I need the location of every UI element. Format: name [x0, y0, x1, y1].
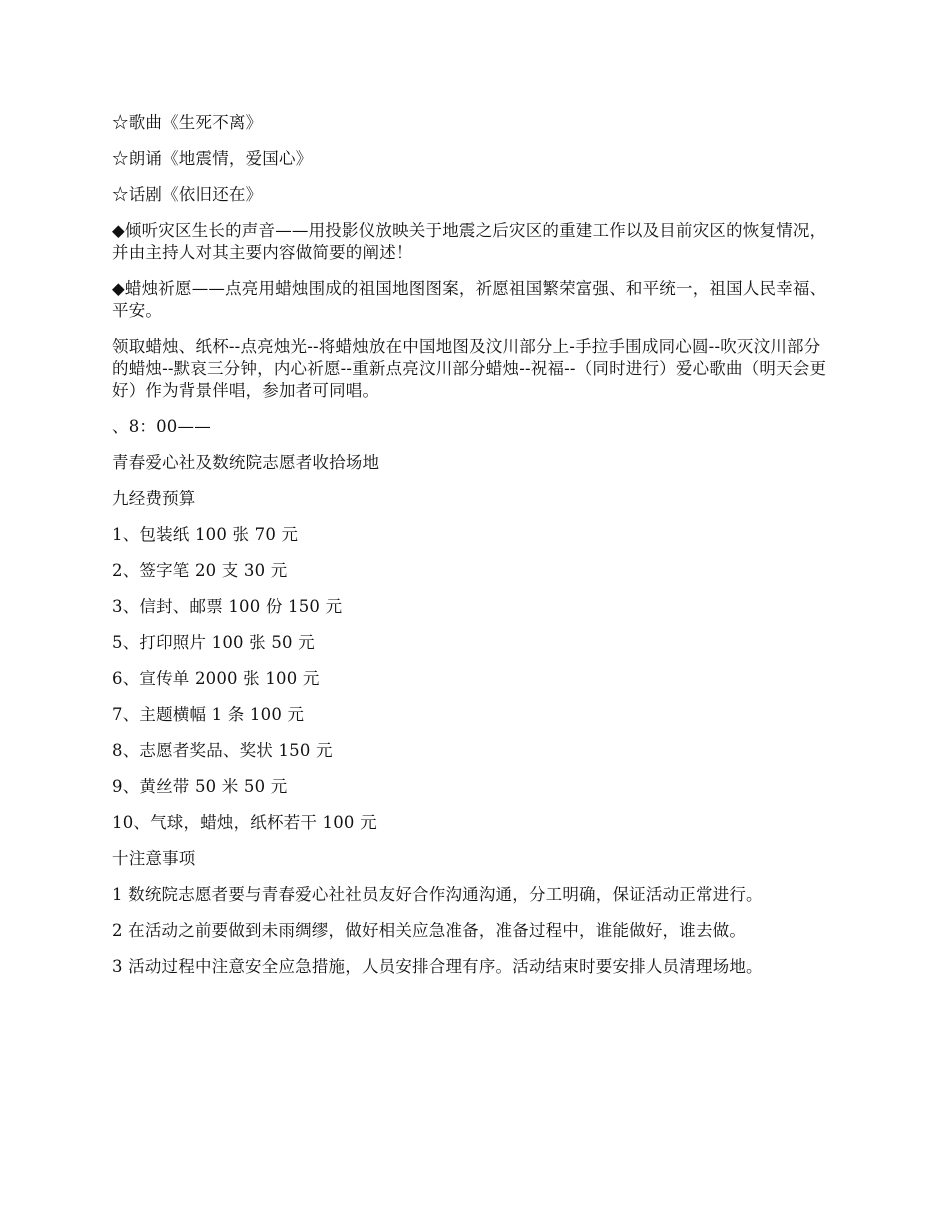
budget-item: 8、志愿者奖品、奖状 150 元 [112, 741, 333, 760]
section-heading-budget: 九经费预算 [112, 489, 196, 508]
program-item-drama: ☆话剧《依旧还在》 [112, 185, 263, 204]
budget-item: 6、宣传单 2000 张 100 元 [112, 669, 320, 688]
budget-item: 5、打印照片 100 张 50 元 [112, 633, 315, 652]
note-item: 2 在活动之前要做到未雨绸缪，做好相关应急准备，准备过程中，谁能做好，谁去做。 [112, 921, 747, 940]
budget-item: 2、签字笔 20 支 30 元 [112, 561, 288, 580]
note-item: 3 活动过程中注意安全应急措施，人员安排合理有序。活动结束时要安排人员清理场地。 [112, 957, 763, 976]
program-item-listen: ◆倾听灾区生长的声音——用投影仪放映关于地震之后灾区的重建工作以及目前灾区的恢复情况，并由主持人对其主要内容做简要的阐述！ [112, 221, 827, 262]
program-item-recitation: ☆朗诵《地震情，爱国心》 [112, 149, 313, 168]
cleanup-line: 青春爱心社及数统院志愿者收拾场地 [112, 453, 380, 472]
note-item: 1 数统院志愿者要与青春爱心社社员友好合作沟通沟通，分工明确，保证活动正常进行。 [112, 885, 763, 904]
budget-item: 7、主题横幅 1 条 100 元 [112, 705, 305, 724]
document-page [112, 112, 837, 992]
budget-item: 1、包装纸 100 张 70 元 [112, 525, 299, 544]
candle-procedure: 领取蜡烛、纸杯--点亮烛光--将蜡烛放在中国地图及汶川部分上-手拉手围成同心圆--吹灭汶川部分的蜡烛--默哀三分钟，内心祈愿--重新点亮汶川部分蜡烛--祝福--（同时进行）爱心歌曲（明天会更好）作为背景伴唱，参加者可同唱。 [112, 337, 827, 400]
program-item-candle-wish: ◆蜡烛祈愿——点亮用蜡烛围成的祖国地图图案，祈愿祖国繁荣富强、和平统一，祖国人民幸福、平安。 [112, 279, 827, 320]
time-entry: 、8：00—— [112, 417, 211, 436]
program-item-song: ☆歌曲《生死不离》 [112, 113, 263, 132]
budget-item: 3、信封、邮票 100 份 150 元 [112, 597, 343, 616]
budget-item: 10、气球，蜡烛，纸杯若干 100 元 [112, 813, 377, 832]
budget-item: 9、黄丝带 50 米 50 元 [112, 777, 288, 796]
section-heading-notes: 十注意事项 [112, 849, 196, 868]
